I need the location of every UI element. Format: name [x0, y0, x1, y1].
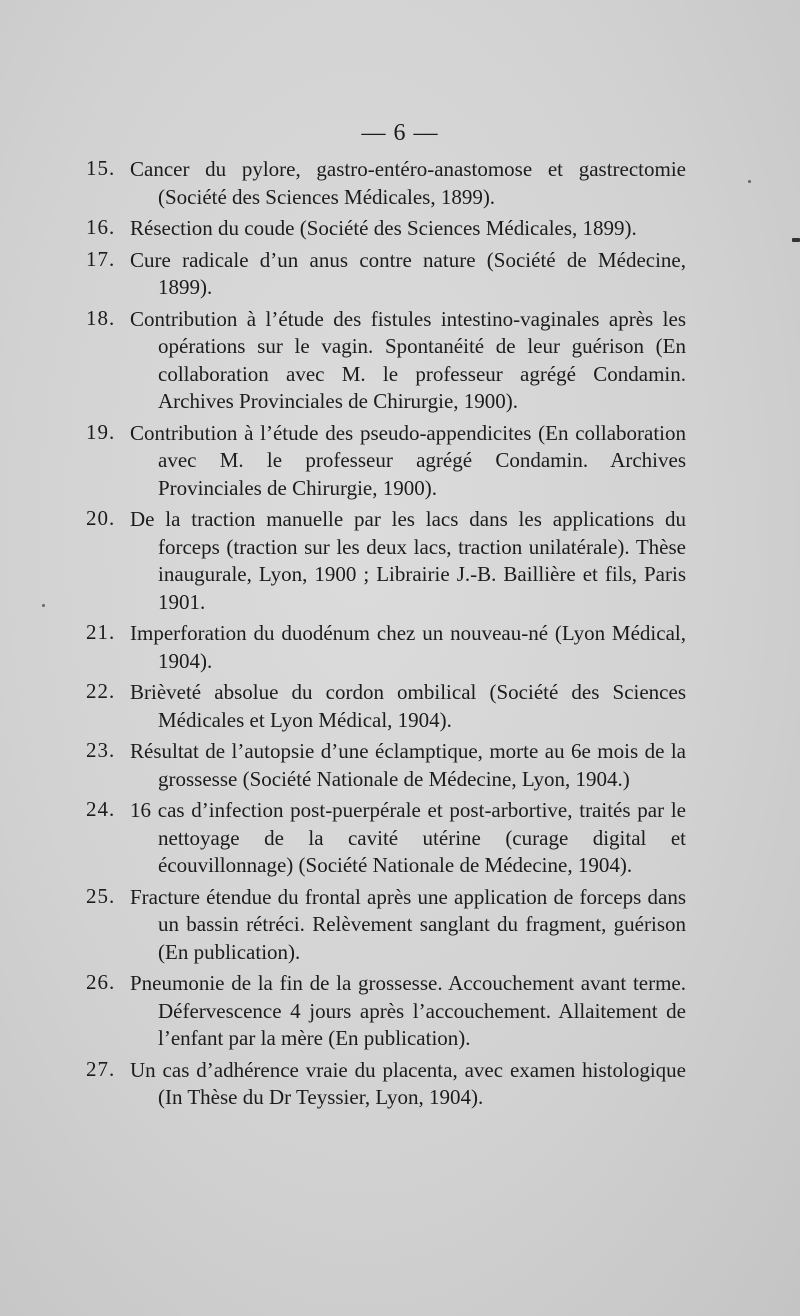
- list-item: [86, 215, 686, 243]
- list-item: [86, 797, 686, 880]
- entry-text: Cure radicale d’un anus contre nature (Société de Médecine, 1899).: [130, 247, 686, 299]
- entry-text: Brièveté absolue du cordon ombilical (Société des Sciences Médicales et Lyon Médical, 1904).: [130, 680, 686, 732]
- list-item: [86, 1057, 686, 1112]
- list-item: [86, 306, 686, 416]
- entry-text: 16 cas d’infection post-puerpérale et post-arbortive, traités par le nettoyage de la cavité utérine (curage digital et écouvillonnage) (Société Nationale de Médecine, 1904).: [130, 798, 686, 877]
- list-item: [86, 247, 686, 302]
- entry-number: 25.: [86, 883, 116, 908]
- entry-number: 16.: [86, 215, 116, 239]
- entry-number: 19.: [86, 419, 116, 444]
- entry-number: 24.: [86, 797, 116, 821]
- publication-list: [86, 156, 686, 1116]
- entry-number: 27.: [86, 1056, 116, 1081]
- list-item: [86, 884, 686, 967]
- entry-text: Contribution à l’étude des fistules intestino-vaginales après les opérations sur le vagin. Spontanéité de leur guérison (En collaboration avec M. le professeur agrégé Condamin. Archives Provinciales de Chirurgie, 1900).: [130, 306, 686, 413]
- entry-text: Imperforation du duodénum chez un nouveau-né (Lyon Médical, 1904).: [130, 621, 686, 673]
- entry-text: Un cas d’adhérence vraie du placenta, avec examen histologique (In Thèse du Dr Teyssier, Lyon, 1904).: [130, 1057, 686, 1109]
- paper-speck: [42, 604, 45, 607]
- entry-number: 15.: [86, 156, 116, 180]
- entry-number: 21.: [86, 620, 116, 644]
- entry-text: De la traction manuelle par les lacs dans les applications du forceps (traction sur les deux lacs, traction unilatérale). Thèse inaugurale, Lyon, 1900 ; Librairie J.-B. Baillière et fils, Paris 1901.: [130, 507, 686, 614]
- list-item: [86, 420, 686, 503]
- list-item: [86, 679, 686, 734]
- entry-number: 22.: [86, 679, 116, 703]
- entry-text: Fracture étendue du frontal après une application de forceps dans un bassin rétréci. Relèvement sanglant du fragment, guérison (En publication).: [130, 884, 686, 964]
- list-item: [86, 970, 686, 1053]
- entry-number: 26.: [86, 970, 116, 994]
- entry-text: Contribution à l’étude des pseudo-appendicites (En collaboration avec M. le professeur agrégé Condamin. Archives Provinciales de Chirurgie, 1900).: [130, 420, 686, 500]
- entry-number: 23.: [86, 738, 116, 762]
- list-item: [86, 620, 686, 675]
- list-item: [86, 156, 686, 211]
- entry-number: 17.: [86, 246, 116, 271]
- entry-text: Résection du coude (Société des Sciences Médicales, 1899).: [130, 216, 637, 240]
- list-item: [86, 738, 686, 793]
- entry-number: 20.: [86, 506, 116, 530]
- margin-mark: [792, 238, 800, 242]
- entry-text: Cancer du pylore, gastro-entéro-anastomose et gastrectomie (Société des Sciences Médicales, 1899).: [130, 157, 686, 209]
- paper-speck: [748, 180, 751, 183]
- page-number-header: — 6 —: [361, 120, 439, 146]
- list-item: [86, 506, 686, 616]
- entry-number: 18.: [86, 305, 116, 330]
- entry-text: Résultat de l’autopsie d’une éclamptique, morte au 6e mois de la grossesse (Société Nationale de Médecine, Lyon, 1904.): [130, 739, 686, 791]
- entry-text: Pneumonie de la fin de la grossesse. Accouchement avant terme. Défervescence 4 jours après l’accouchement. Allaitement de l’enfant par la mère (En publication).: [130, 971, 686, 1050]
